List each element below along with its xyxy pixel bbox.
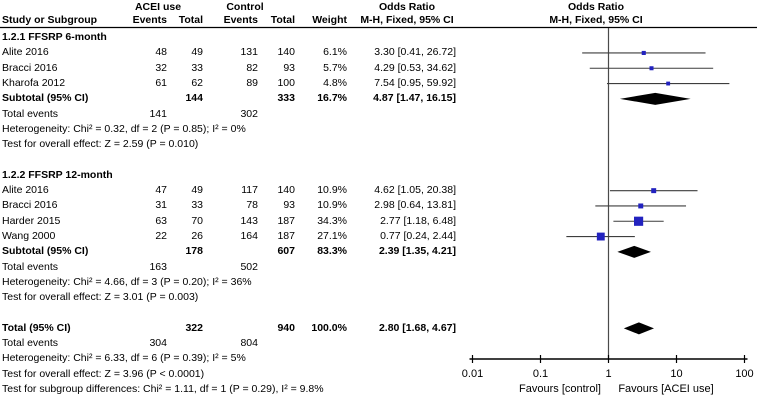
plot-method-header: M-H, Fixed, 95% CI	[549, 14, 643, 26]
table-row	[0, 367, 757, 382]
group2-total: 607	[277, 245, 295, 258]
subtotal-label: Subtotal (95% CI)	[2, 92, 89, 105]
or-ci-text: 4.29 [0.53, 34.62]	[374, 61, 456, 74]
plot-odds-ratio-header: Odds Ratio	[567, 1, 624, 13]
group1-events: 61	[155, 76, 167, 89]
group2-events-header: Events	[223, 14, 258, 26]
or-ci-text: 4.87 [1.47, 16.15]	[373, 92, 456, 105]
group1-events: 47	[155, 184, 167, 196]
stat-line: Test for subgroup differences: Chi² = 1.11, df = 1 (P = 0.29), I² = 9.8%	[2, 382, 324, 395]
table-row	[0, 183, 757, 198]
group2-total: 940	[277, 321, 295, 334]
group2-events: 82	[246, 61, 258, 74]
group1-total: 33	[191, 199, 203, 212]
table-row	[0, 137, 757, 152]
weight-value: 34.3%	[317, 214, 347, 227]
total-label: Total (95% CI)	[2, 321, 71, 334]
odds-ratio-col-header: Odds Ratio	[378, 1, 435, 13]
method-col-header: M-H, Fixed, 95% CI	[360, 14, 454, 26]
or-ci-text: 2.80 [1.68, 4.67]	[378, 321, 456, 334]
group1-total: 62	[191, 76, 203, 89]
group2-events: 502	[240, 260, 258, 273]
group1-total: 49	[191, 184, 203, 196]
table-row	[0, 229, 757, 244]
group1-header: ACEI use	[134, 1, 182, 13]
group2-total: 333	[277, 92, 295, 105]
stat-line: Heterogeneity: Chi² = 6.33, df = 6 (P = 0.39); I² = 5%	[2, 352, 246, 365]
group1-total: 70	[191, 214, 203, 227]
table-row	[0, 275, 757, 290]
group1-total-header: Total	[178, 14, 203, 26]
table-row	[0, 30, 757, 45]
weight-value: 100.0%	[311, 321, 347, 334]
group1-events: 163	[149, 260, 167, 273]
x-tick-label: 0.01	[461, 368, 484, 380]
group2-total: 100	[277, 76, 295, 89]
study-name: Harder 2015	[2, 214, 61, 227]
favours-right-label: Favours [ACEI use]	[618, 383, 714, 395]
table-row	[0, 336, 757, 351]
or-ci-text: 4.62 [1.05, 20.38]	[374, 184, 456, 196]
table-row	[0, 260, 757, 275]
table-row	[0, 122, 757, 137]
group1-total: 322	[185, 321, 203, 334]
x-tick-label: 1	[605, 368, 612, 380]
weight-value: 5.7%	[323, 61, 347, 74]
study-name: Alite 2016	[2, 46, 49, 59]
group1-events: 304	[149, 337, 167, 349]
study-name: Bracci 2016	[2, 199, 58, 212]
group2-events: 89	[246, 76, 258, 89]
subgroup-title: 1.2.2 FFSRP 12-month	[2, 168, 113, 181]
group2-total: 93	[283, 199, 295, 212]
total-events-label: Total events	[2, 260, 59, 273]
group2-total: 187	[277, 214, 295, 227]
stat-line: Test for overall effect: Z = 2.59 (P = 0.010)	[2, 138, 199, 151]
total-events-label: Total events	[2, 107, 59, 120]
header-column-row	[0, 14, 757, 27]
group2-total: 140	[277, 46, 295, 59]
weight-value: 10.9%	[317, 184, 347, 196]
group2-total-header: Total	[270, 14, 295, 26]
table-row	[0, 305, 757, 320]
or-ci-text: 7.54 [0.95, 59.92]	[374, 76, 456, 89]
subtotal-label: Subtotal (95% CI)	[2, 245, 89, 258]
or-ci-text: 2.98 [0.64, 13.81]	[374, 199, 456, 212]
stat-line: Heterogeneity: Chi² = 4.66, df = 3 (P = 0.20); I² = 36%	[2, 275, 252, 288]
study-name: Alite 2016	[2, 184, 49, 196]
table-row	[0, 45, 757, 60]
group2-events: 131	[240, 46, 258, 59]
group2-events: 78	[246, 199, 258, 212]
group2-events: 143	[240, 214, 258, 227]
table-row	[0, 244, 757, 259]
table-row	[0, 76, 757, 91]
group1-events: 141	[149, 107, 167, 120]
group1-total: 144	[185, 92, 203, 105]
group1-events: 22	[155, 229, 167, 242]
header-group-row	[0, 1, 757, 14]
table-row	[0, 61, 757, 76]
weight-value: 4.8%	[323, 76, 347, 89]
weight-value: 27.1%	[317, 229, 347, 242]
table-row	[0, 198, 757, 213]
group2-events: 117	[241, 184, 258, 196]
table-row	[0, 214, 757, 229]
weight-value: 6.1%	[323, 46, 347, 59]
weight-value: 10.9%	[317, 199, 347, 212]
table-row	[0, 91, 757, 106]
x-tick-label: 100	[735, 368, 754, 380]
or-ci-text: 2.39 [1.35, 4.21]	[378, 245, 456, 258]
group2-header: Control	[226, 1, 264, 13]
group2-total: 140	[277, 184, 295, 196]
group1-events: 63	[155, 214, 167, 227]
study-name: Kharofa 2012	[2, 76, 66, 89]
group1-events: 32	[155, 61, 167, 74]
study-col-header: Study or Subgroup	[2, 14, 98, 26]
x-tick-label: 10	[670, 368, 683, 380]
group1-total: 49	[191, 46, 203, 59]
total-events-label: Total events	[2, 337, 59, 349]
group2-total: 93	[283, 61, 295, 74]
subgroup-title: 1.2.1 FFSRP 6-month	[2, 31, 107, 43]
table-row	[0, 290, 757, 305]
weight-col-header: Weight	[312, 14, 347, 26]
table-row	[0, 382, 757, 397]
group1-events: 48	[155, 46, 167, 59]
study-name: Wang 2000	[2, 229, 56, 242]
favours-left-label: Favours [control]	[519, 383, 601, 395]
weight-value: 16.7%	[317, 92, 347, 105]
stat-line: Test for overall effect: Z = 3.96 (P < 0.0001)	[2, 367, 205, 380]
group2-events: 302	[240, 107, 258, 120]
table-row	[0, 351, 757, 366]
group2-events: 164	[240, 229, 258, 242]
x-tick-label: 0.1	[532, 368, 549, 380]
weight-value: 83.3%	[317, 245, 347, 258]
or-ci-text: 0.77 [0.24, 2.44]	[380, 229, 456, 242]
or-ci-text: 2.77 [1.18, 6.48]	[380, 214, 456, 227]
group1-total: 178	[185, 245, 203, 258]
group2-events: 804	[240, 337, 258, 349]
group1-total: 33	[191, 61, 203, 74]
group1-total: 26	[191, 229, 203, 242]
table-row	[0, 321, 757, 336]
study-name: Bracci 2016	[2, 61, 58, 74]
table-row	[0, 107, 757, 122]
or-ci-text: 3.30 [0.41, 26.72]	[374, 46, 456, 59]
stat-line: Test for overall effect: Z = 3.01 (P = 0.003)	[2, 291, 199, 304]
table-row	[0, 168, 757, 183]
table-row	[0, 152, 757, 167]
group1-events-header: Events	[132, 14, 167, 26]
group2-total: 187	[277, 229, 295, 242]
group1-events: 31	[155, 199, 167, 212]
stat-line: Heterogeneity: Chi² = 0.32, df = 2 (P = 0.85); I² = 0%	[2, 122, 246, 135]
